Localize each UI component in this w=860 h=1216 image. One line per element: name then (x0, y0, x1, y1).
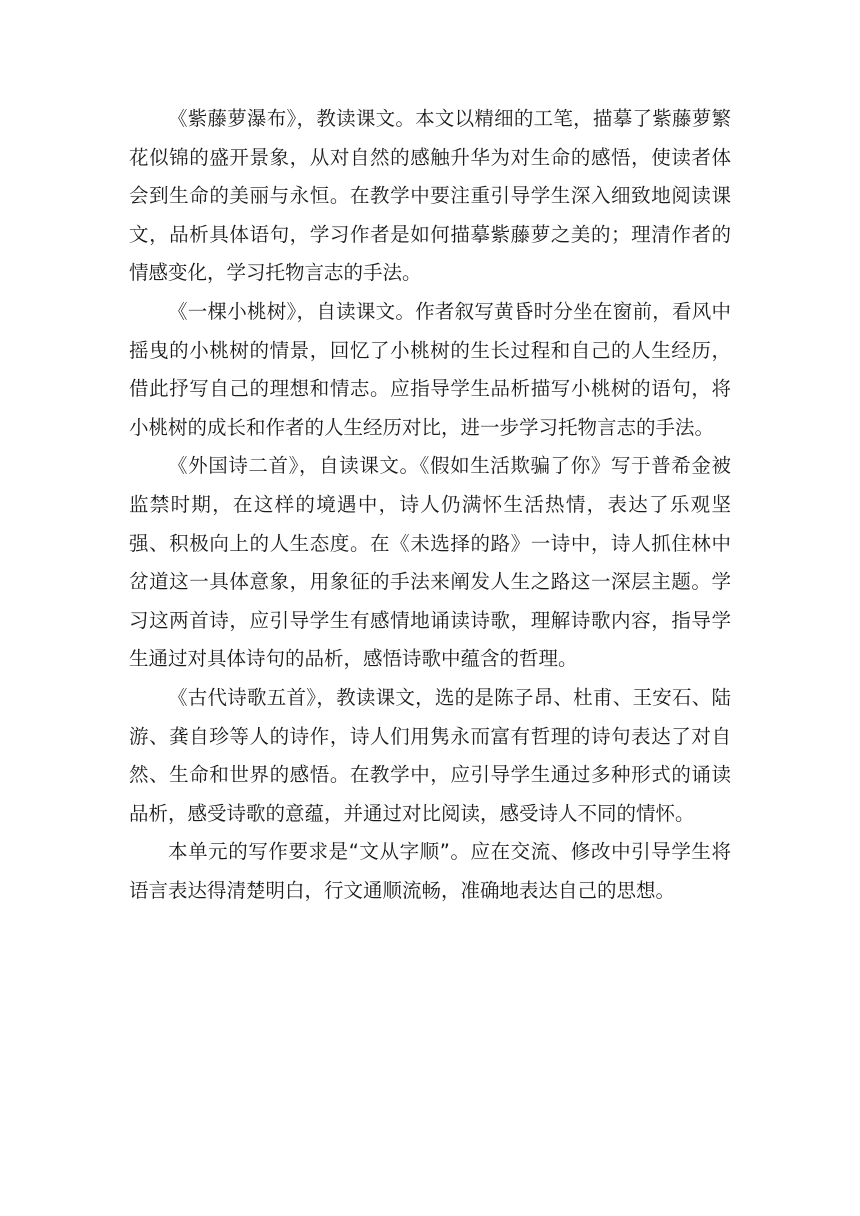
paragraph-gudaishige: 《古代诗歌五首》，教读课文，选的是陈子昂、杜甫、王安石、陆游、龚自珍等人的诗作，诗人们用隽永而富有哲理的诗句表达了对自然、生命和世界的感悟。在教学中，应引导学生通过多种形式的诵读品析，感受诗歌的意蕴，并通过对比阅读，感受诗人不同的情怀。 (129, 685, 731, 825)
paragraph-zitengluo: 《紫藤萝瀑布》，教读课文。本文以精细的工笔，描摹了紫藤萝繁花似锦的盛开景象，从对自然的感触升华为对生命的感悟，使读者体会到生命的美丽与永恒。在教学中要注重引导学生深入细致地阅读课文，品析具体语句，学习作者是如何描摹紫藤萝之美的；理清作者的情感变化，学习托物言志的手法。 (129, 107, 731, 285)
paragraph-xiaotaoshu: 《一棵小桃树》，自读课文。作者叙写黄昏时分坐在窗前，看风中摇曳的小桃树的情景，回忆了小桃树的生长过程和自己的人生经历，借此抒写自己的理想和情志。应指导学生品析描写小桃树的语句，将小桃树的成长和作者的人生经历对比，进一步学习托物言志的手法。 (129, 299, 731, 439)
paragraph-waiguoshi: 《外国诗二首》，自读课文。《假如生活欺骗了你》写于普希金被监禁时期，在这样的境遇中，诗人仍满怀生活热情，表达了乐观坚强、积极向上的人生态度。在《未选择的路》一诗中，诗人抓住林中岔道这一具体意象，用象征的手法来阐发人生之路这一深层主题。学习这两首诗，应引导学生有感情地诵读诗歌，理解诗歌内容，指导学生通过对具体诗句的品析，感悟诗歌中蕴含的哲理。 (129, 454, 731, 671)
paragraph-xiezuo: 本单元的写作要求是“文从字顺”。应在交流、修改中引导学生将语言表达得清楚明白，行文通顺流畅，准确地表达自己的思想。 (129, 840, 731, 902)
document-body (129, 100, 731, 910)
